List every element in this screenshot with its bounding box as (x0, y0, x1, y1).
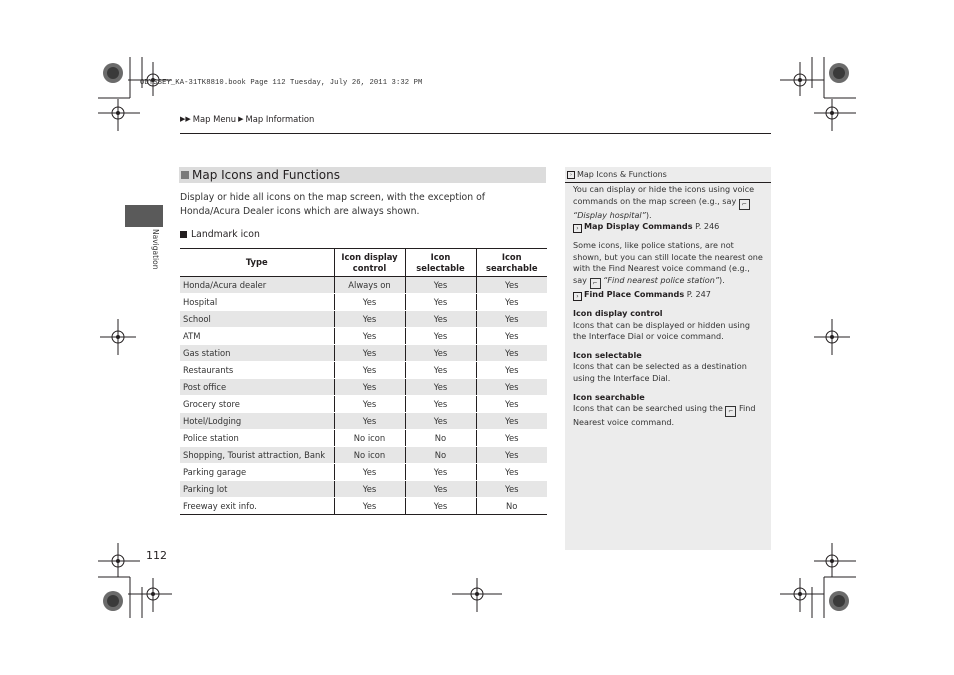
subheading (180, 229, 260, 240)
section-square-icon (181, 171, 189, 179)
table-cell: Yes (476, 481, 547, 498)
table-cell: Freeway exit info. (180, 498, 334, 515)
table-cell: Parking garage (180, 464, 334, 481)
table-cell: Police station (180, 430, 334, 447)
chapter-tab (125, 205, 163, 227)
definition-text: Icons that can be displayed or hidden using the Interface Dial or voice command. (573, 319, 750, 342)
table-cell: Yes (476, 447, 547, 464)
column-header-selectable: Icon selectable (405, 249, 476, 277)
table-cell: Yes (405, 481, 476, 498)
table-cell: Yes (476, 464, 547, 481)
voice-command-icon: ⌐ (590, 278, 601, 289)
table-cell: Shopping, Tourist attraction, Bank (180, 447, 334, 464)
breadcrumb-item-map-menu[interactable]: Map Menu (192, 114, 237, 124)
table-cell: No icon (334, 430, 405, 447)
square-bullet-icon (180, 231, 187, 238)
table-cell: Yes (405, 311, 476, 328)
table-cell: Yes (334, 345, 405, 362)
sidebar-text: Find Nearest voice command. (573, 403, 756, 428)
table-cell: Yes (476, 413, 547, 430)
column-header-type: Type (180, 249, 334, 277)
definition-text (573, 403, 765, 429)
sidebar-header (565, 167, 771, 183)
cross-reference-arrow-icon: › (573, 224, 582, 233)
sidebar-body (573, 184, 765, 436)
table-row (180, 362, 547, 379)
subheading-label: Landmark icon (191, 229, 260, 240)
table-cell: Yes (476, 430, 547, 447)
table-row (180, 277, 547, 294)
note-icon: › (567, 171, 575, 179)
table-cell: ATM (180, 328, 334, 345)
page-number: 112 (146, 549, 167, 562)
section-title: Map Icons and Functions (192, 168, 340, 182)
table-cell: Yes (476, 328, 547, 345)
table-cell: Yes (405, 498, 476, 515)
table-cell: Post office (180, 379, 334, 396)
table-cell: No (476, 498, 547, 515)
table-cell: Parking lot (180, 481, 334, 498)
column-header-searchable: Icon searchable (476, 249, 547, 277)
table-row (180, 294, 547, 311)
table-row (180, 447, 547, 464)
sidebar-paragraph (573, 240, 765, 289)
column-header-display-control: Icon display control (334, 249, 405, 277)
sidebar-text: ). (645, 209, 652, 220)
cross-reference[interactable] (573, 289, 765, 301)
table-cell: Yes (476, 277, 547, 294)
voice-command-example: “Find nearest police station” (603, 274, 720, 285)
table-cell: School (180, 311, 334, 328)
table-cell: Gas station (180, 345, 334, 362)
sidebar-title: Map Icons & Functions (577, 170, 667, 179)
chapter-tab-label: Navigation (151, 229, 160, 270)
book-file-header: ODYSSEY_KA-31TK8810.book Page 112 Tuesday, July 26, 2011 3:32 PM (140, 79, 423, 87)
table-cell: Yes (405, 379, 476, 396)
table-body (180, 277, 547, 515)
header-rule (180, 133, 771, 134)
table-cell: Honda/Acura dealer (180, 277, 334, 294)
sidebar-paragraph (573, 184, 765, 221)
table-cell: Yes (405, 362, 476, 379)
cross-reference-link[interactable]: Map Display Commands (584, 221, 693, 232)
table-cell: Yes (405, 396, 476, 413)
table-cell: No (405, 430, 476, 447)
table-cell: Always on (334, 277, 405, 294)
sidebar-text: Icons that can be searched using the (573, 403, 723, 414)
cross-reference-link[interactable]: Find Place Commands (584, 288, 685, 299)
table-cell: Yes (476, 362, 547, 379)
table-cell: Yes (334, 294, 405, 311)
table-cell: Yes (405, 464, 476, 481)
voice-command-icon: ⌐ (725, 406, 736, 417)
table-row (180, 396, 547, 413)
sidebar-text: ). (719, 274, 725, 285)
table-cell: Yes (334, 413, 405, 430)
table-cell: Yes (476, 345, 547, 362)
breadcrumb-item-map-information[interactable]: Map Information (245, 114, 315, 124)
table-cell: Grocery store (180, 396, 334, 413)
table-cell: Yes (476, 311, 547, 328)
breadcrumb (180, 114, 314, 124)
table-cell: Yes (405, 345, 476, 362)
chevron-right-icon: ▶ (238, 114, 244, 123)
table-cell: Yes (334, 498, 405, 515)
table-cell: Yes (334, 328, 405, 345)
cross-reference-page: P. 246 (695, 221, 720, 232)
table-cell: Yes (334, 481, 405, 498)
voice-command-icon: ⌐ (739, 199, 750, 210)
table-header-row (180, 249, 547, 277)
table-row (180, 328, 547, 345)
definition-text: Icons that can be selected as a destination using the Interface Dial. (573, 361, 747, 383)
table-cell: Yes (334, 396, 405, 413)
cross-reference-arrow-icon: › (573, 292, 582, 301)
table-cell: Yes (476, 396, 547, 413)
definition-heading: Icon searchable (573, 391, 645, 402)
table-cell: Yes (405, 413, 476, 430)
cross-reference-page: P. 247 (686, 288, 711, 299)
table-cell: Yes (405, 294, 476, 311)
definition-heading: Icon display control (573, 307, 663, 318)
definition-heading: Icon selectable (573, 349, 642, 360)
table-cell: Yes (334, 379, 405, 396)
voice-command-example: “Display hospital” (573, 209, 646, 220)
table-row (180, 464, 547, 481)
landmark-icon-table (180, 248, 547, 515)
table-cell: Restaurants (180, 362, 334, 379)
table-row (180, 413, 547, 430)
table-cell: No (405, 447, 476, 464)
sidebar-text: Some icons, like police stations, are not shown, but you can still locate the nearest one with the Find Nearest voice command (e.g., say (573, 240, 763, 285)
table-row (180, 345, 547, 362)
chevron-right-icon: ▶▶ (180, 114, 191, 123)
cross-reference[interactable] (573, 221, 765, 233)
table-cell: Yes (334, 362, 405, 379)
table-cell: Yes (476, 379, 547, 396)
intro-text: Display or hide all icons on the map screen, with the exception of Honda/Acura Dealer icons which are always shown. (180, 192, 486, 217)
table-cell: Yes (476, 294, 547, 311)
table-row (180, 379, 547, 396)
table-cell: Hospital (180, 294, 334, 311)
sidebar-text: You can display or hide the icons using voice commands on the map screen (e.g., say (573, 184, 755, 206)
table-row (180, 311, 547, 328)
table-cell: Hotel/Lodging (180, 413, 334, 430)
section-heading (179, 167, 546, 183)
table-row (180, 498, 547, 515)
table-row (180, 430, 547, 447)
table-cell: No icon (334, 447, 405, 464)
table-cell: Yes (405, 328, 476, 345)
table-cell: Yes (405, 277, 476, 294)
table-row (180, 481, 547, 498)
table-cell: Yes (334, 464, 405, 481)
table-cell: Yes (334, 311, 405, 328)
